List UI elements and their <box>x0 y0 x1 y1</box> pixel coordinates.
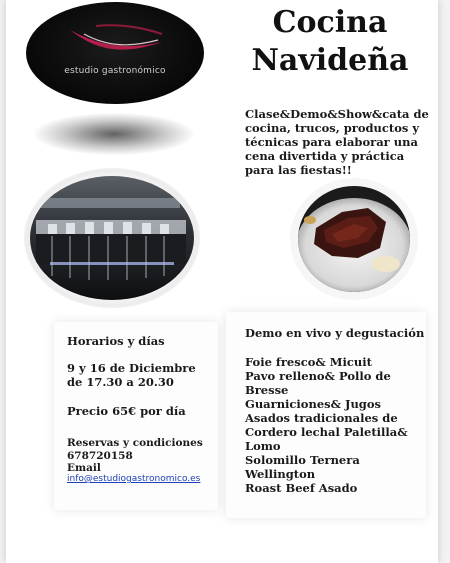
demo-menu-list <box>245 355 425 495</box>
logo <box>26 2 204 104</box>
kitchen-photo <box>30 176 194 300</box>
schedule-dates-line-2: de 17.30 a 20.30 <box>67 375 174 389</box>
menu-item: Cordero lechal Paletilla& <box>245 425 408 439</box>
schedule-dates-line-1: 9 y 16 de Diciembre <box>67 361 196 375</box>
menu-item: Asados tradicionales de <box>245 411 398 425</box>
menu-item: Lomo <box>245 439 281 453</box>
reservations-heading: Reservas y condiciones <box>67 437 203 449</box>
menu-item: Foie fresco& Micuit <box>245 355 372 369</box>
reservations-block <box>67 437 217 475</box>
title-line-2: Navideña <box>251 43 409 78</box>
menu-item: Pavo relleno& Pollo de <box>245 369 391 383</box>
logo-swoosh-icon <box>66 20 166 64</box>
title-line-1: Cocina <box>272 5 388 40</box>
reservations-email-label: Email <box>67 462 101 474</box>
price-text: Precio 65€ por día <box>67 404 186 418</box>
reservations-phone: 678720158 <box>67 449 133 462</box>
demo-heading: Demo en vivo y degustación <box>245 326 425 340</box>
menu-item: Roast Beef Asado <box>245 481 358 495</box>
logo-text: estudio gastronómico <box>64 66 166 76</box>
schedule-dates <box>67 361 217 389</box>
intro-text: Clase&Demo&Show&cata de cocina, trucos, productos y técnicas para elaborar una cena divertida y práctica para las fiestas!! <box>245 107 429 177</box>
menu-item: Guarniciones& Jugos <box>245 397 381 411</box>
email-link[interactable]: info@estudiogastronomico.es <box>67 474 201 484</box>
page-title <box>236 4 424 80</box>
menu-item: Solomillo Ternera <box>245 453 360 467</box>
menu-item: Bresse <box>245 383 289 397</box>
menu-item: Wellington <box>245 467 316 481</box>
schedule-heading: Horarios y días <box>67 334 165 348</box>
logo-shadow <box>34 113 194 155</box>
dish-photo <box>298 186 410 292</box>
